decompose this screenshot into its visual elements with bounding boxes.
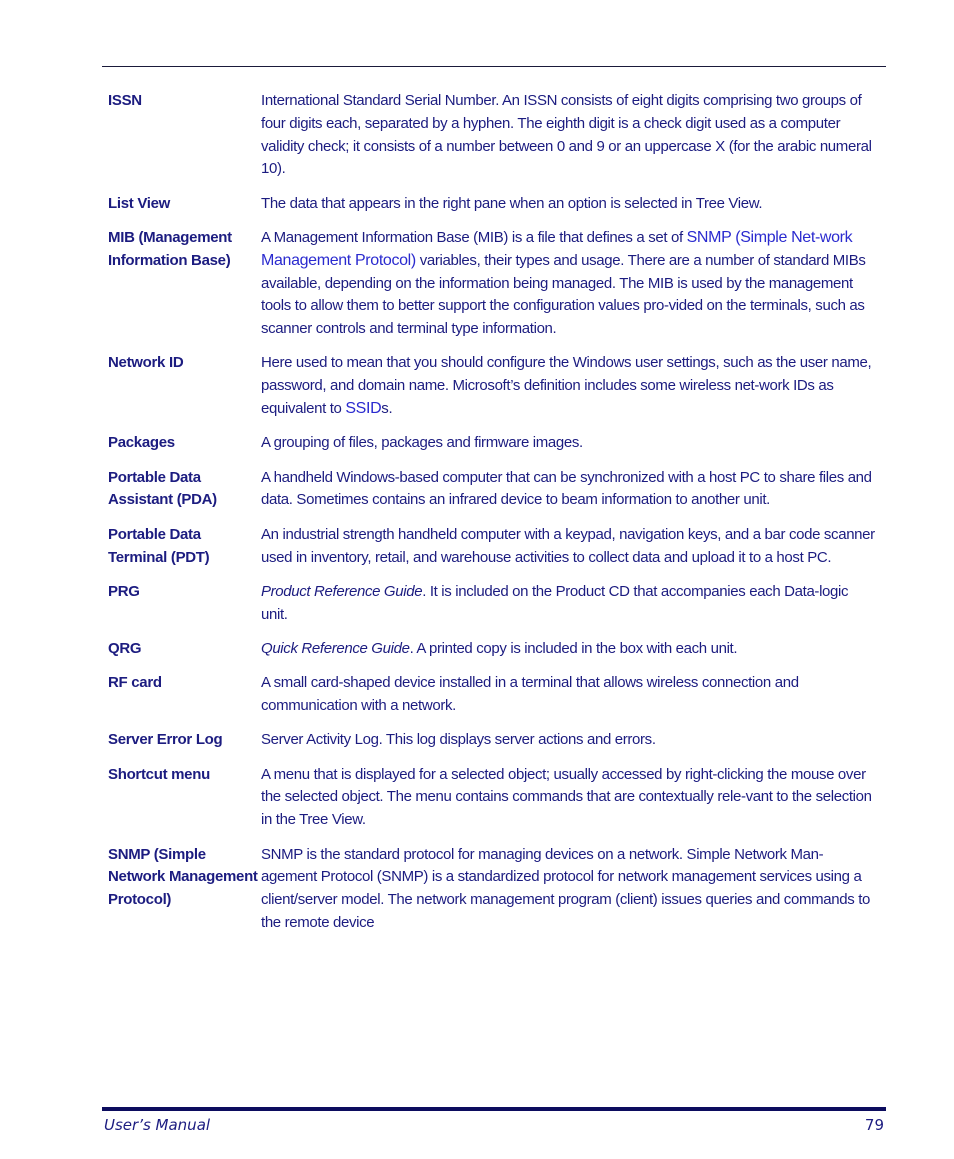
glossary-definition: [261, 638, 878, 661]
glossary-entry-pdt: [108, 524, 878, 570]
glossary-term: QRG: [108, 639, 142, 657]
glossary-term: List View: [108, 194, 171, 212]
glossary-entry-qrg: [108, 638, 878, 661]
glossary-entry-pda: [108, 467, 878, 513]
ssid-link[interactable]: SSID: [345, 400, 382, 418]
glossary-definition: An industrial strength handheld computer with a keypad, navigation keys, and a bar code scanner used in inventory, retail, and warehouse activities to collect data and upload it to a host PC.: [261, 525, 875, 566]
glossary-entry-mib: [108, 227, 878, 341]
definition-text: A Management Information Base (MIB) is a file that defines a set of: [261, 228, 687, 246]
glossary-definition: A small card-shaped device installed in a terminal that allows wireless connection and communication with a network.: [261, 674, 799, 715]
glossary-entry-rf-card: [108, 672, 878, 718]
glossary-term: PRG: [108, 582, 140, 600]
definition-text: s.: [381, 400, 393, 418]
glossary-definition: [261, 227, 878, 341]
glossary-entry-network-id: [108, 352, 878, 420]
glossary-entry-server-error-log: [108, 729, 878, 752]
glossary-definition: [261, 581, 878, 627]
header-rule: [102, 66, 886, 67]
glossary-term: Server Error Log: [108, 731, 223, 749]
glossary-entry-list-view: [108, 193, 878, 216]
definition-text: variables, their types and usage. There are a number of standard MIBs available, depending on the information being managed. The MIB is used by the management tools to allow them to better support the configuration values pro-vided on the terminals, such as scanner controls and terminal type information.: [261, 251, 866, 338]
glossary-list: [108, 90, 878, 946]
glossary-definition: A menu that is displayed for a selected object; usually accessed by right-clicking the mouse over the selected object. The menu contains commands that are contextually rele-vant to the selection in the Tree View.: [261, 765, 872, 829]
snmp-link[interactable]: SNMP (Simple Net-work Management Protocol): [261, 228, 853, 269]
glossary-definition: International Standard Serial Number. An ISSN consists of eight digits comprising two groups of four digits each, separated by a hyphen. The eighth digit is a check digit used as a computer validity check; it consists of a number between 0 and 9 or an uppercase X (for the arabic numeral 10).: [261, 92, 872, 178]
definition-text: . A printed copy is included in the box with each unit.: [409, 639, 738, 657]
footer-manual-title: User’s Manual: [104, 1116, 211, 1134]
glossary-term: Packages: [108, 434, 175, 452]
glossary-entry-issn: [108, 90, 878, 181]
glossary-definition: The data that appears in the right pane when an option is selected in Tree View.: [261, 194, 763, 212]
glossary-definition: A grouping of files, packages and firmware images.: [261, 434, 583, 452]
page-number: 79: [864, 1116, 884, 1134]
glossary-term: ISSN: [108, 92, 142, 109]
glossary-definition: Server Activity Log. This log displays server actions and errors.: [261, 731, 656, 749]
glossary-term: Portable Data Assistant (PDA): [108, 468, 217, 509]
definition-italic-text: Quick Reference Guide: [261, 639, 410, 657]
footer-rule: [102, 1107, 886, 1111]
glossary-term: RF card: [108, 674, 162, 692]
definition-text: . It is included on the Product CD that accompanies each Data-logic unit.: [261, 582, 849, 623]
glossary-entry-shortcut-menu: [108, 764, 878, 832]
definition-text: Here used to mean that you should configure the Windows user settings, such as the user name, password, and domain name. Microsoft’s definition includes some wireless net-work IDs as equivalent to: [261, 354, 872, 418]
glossary-definition: A handheld Windows-based computer that can be synchronized with a host PC to share files and data. Sometimes contains an infrared device to beam information to another unit.: [261, 468, 872, 509]
glossary-term: SNMP (Simple Network Management Protocol): [108, 845, 258, 909]
definition-italic-text: Product Reference Guide: [261, 582, 423, 600]
glossary-term: MIB (Management Information Base): [108, 228, 232, 269]
glossary-definition: SNMP is the standard protocol for managing devices on a network. Simple Network Man-agement Protocol (SNMP) is a standardized protocol for network management services using a client/server model. The network management program (client) issues queries and commands to the remote device: [261, 845, 870, 931]
glossary-entry-snmp: [108, 844, 878, 935]
glossary-term: Shortcut menu: [108, 765, 210, 783]
glossary-entry-prg: [108, 581, 878, 627]
glossary-term: Portable Data Terminal (PDT): [108, 525, 210, 566]
glossary-term: Network ID: [108, 354, 184, 372]
glossary-entry-packages: [108, 432, 878, 455]
glossary-definition: [261, 352, 878, 420]
